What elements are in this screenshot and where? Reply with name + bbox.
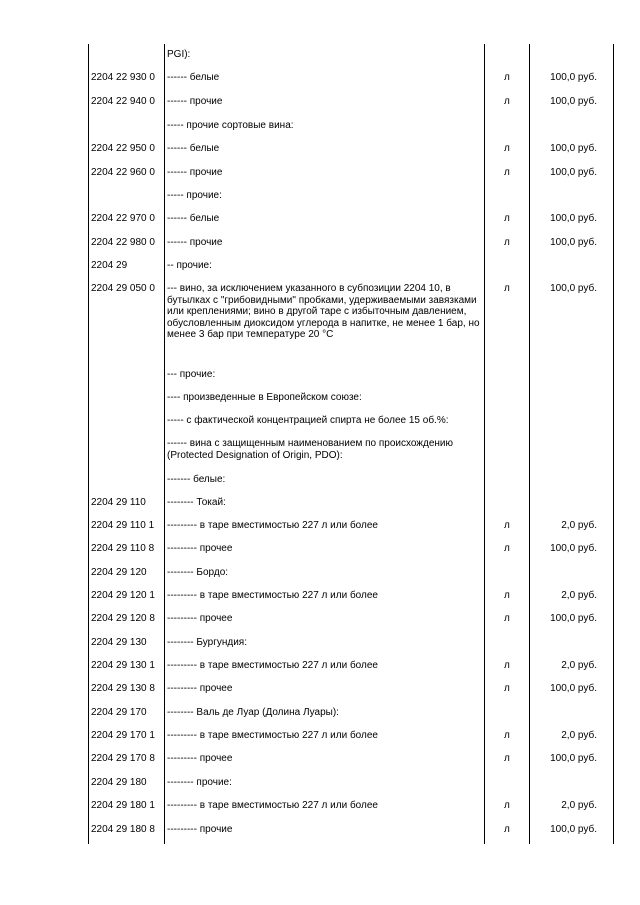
code-cell: 2204 29 120 8	[91, 613, 155, 624]
unit-cell: л	[504, 520, 510, 531]
rate-cell: 100,0 руб.	[550, 237, 597, 248]
rate-cell: 2,0 руб.	[561, 730, 597, 741]
rate-cell: 100,0 руб.	[550, 543, 597, 554]
description-cell: ------ белые	[167, 143, 220, 154]
rate-cell: 2,0 руб.	[561, 800, 597, 811]
code-cell: 2204 22 980 0	[91, 237, 155, 248]
rate-cell: 100,0 руб.	[550, 683, 597, 694]
description-cell: --------- прочее	[167, 543, 233, 554]
description-cell: ----- прочие:	[167, 190, 222, 201]
column-divider-unit	[529, 44, 530, 844]
description-cell: --------- в таре вместимостью 227 л или более	[167, 590, 378, 601]
unit-cell: л	[504, 800, 510, 811]
description-cell: -------- прочие:	[167, 777, 232, 788]
code-cell: 2204 29 130 8	[91, 683, 155, 694]
description-cell: -------- Бургундия:	[167, 637, 247, 648]
code-cell: 2204 29 180 8	[91, 824, 155, 835]
unit-cell: л	[504, 143, 510, 154]
code-cell: 2204 29 180 1	[91, 800, 155, 811]
code-cell: 2204 29 050 0	[91, 283, 155, 294]
unit-cell: л	[504, 824, 510, 835]
unit-cell: л	[504, 730, 510, 741]
code-cell: 2204 29	[91, 260, 128, 271]
description-cell: --------- прочие	[167, 824, 233, 835]
code-cell: 2204 22 950 0	[91, 143, 155, 154]
description-cell: -------- Валь де Луар (Долина Луары):	[167, 707, 339, 718]
unit-cell: л	[504, 683, 510, 694]
description-cell: --------- в таре вместимостью 227 л или более	[167, 800, 378, 811]
code-cell: 2204 22 940 0	[91, 96, 155, 107]
table-border-left	[88, 44, 89, 844]
unit-cell: л	[504, 167, 510, 178]
description-cell: ------ прочие	[167, 237, 223, 248]
description-cell: ------ белые	[167, 213, 220, 224]
rate-cell: 100,0 руб.	[550, 167, 597, 178]
code-cell: 2204 29 110	[91, 497, 146, 508]
rate-cell: 2,0 руб.	[561, 590, 597, 601]
unit-cell: л	[504, 613, 510, 624]
rate-cell: 100,0 руб.	[550, 283, 597, 294]
rate-cell: 100,0 руб.	[550, 213, 597, 224]
description-cell: ----- с фактической концентрацией спирта не более 15 об.%:	[167, 415, 449, 426]
description-cell: --- вино, за исключением указанного в субпозиции 2204 10, в бутылках с "грибовидными" пробками, удерживаемыми завязками или креплениями; вино в другой таре с избыточным давлением, обусловленным диоксидом углерода в напитке, не менее 1 бар, но менее 3 бар при температуре 20 °С	[167, 283, 480, 341]
rate-cell: 100,0 руб.	[550, 753, 597, 764]
description-cell: --------- прочее	[167, 613, 233, 624]
code-cell: 2204 29 180	[91, 777, 147, 788]
description-cell: ----- прочие сортовые вина:	[167, 120, 294, 131]
code-cell: 2204 29 110 1	[91, 520, 155, 531]
code-cell: 2204 29 170 1	[91, 730, 155, 741]
description-cell: ------ прочие	[167, 167, 223, 178]
unit-cell: л	[504, 590, 510, 601]
code-cell: 2204 29 170	[91, 707, 147, 718]
code-cell: 2204 22 960 0	[91, 167, 155, 178]
column-divider-code	[164, 44, 165, 844]
rate-cell: 100,0 руб.	[550, 143, 597, 154]
code-cell: 2204 29 130	[91, 637, 147, 648]
unit-cell: л	[504, 283, 510, 294]
description-cell: -------- Токай:	[167, 497, 226, 508]
description-cell: --- прочие:	[167, 369, 216, 380]
description-cell: ------ вина с защищенным наименованием по происхождению (Protected Designation of Origin, PDO):	[167, 438, 454, 461]
code-cell: 2204 29 110 8	[91, 543, 155, 554]
description-cell: --------- прочее	[167, 683, 233, 694]
description-cell: --------- в таре вместимостью 227 л или более	[167, 730, 378, 741]
description-cell: ------- белые:	[167, 474, 226, 485]
description-cell: --------- прочее	[167, 753, 233, 764]
description-cell: ------ прочие	[167, 96, 223, 107]
unit-cell: л	[504, 72, 510, 83]
description-cell: PGI):	[167, 49, 191, 60]
code-cell: 2204 29 120 1	[91, 590, 155, 601]
unit-cell: л	[504, 96, 510, 107]
code-cell: 2204 29 130 1	[91, 660, 155, 671]
unit-cell: л	[504, 543, 510, 554]
description-cell: --------- в таре вместимостью 227 л или более	[167, 520, 378, 531]
description-cell: -- прочие:	[167, 260, 212, 271]
unit-cell: л	[504, 237, 510, 248]
rate-cell: 100,0 руб.	[550, 72, 597, 83]
description-cell: -------- Бордо:	[167, 567, 229, 578]
description-cell: --------- в таре вместимостью 227 л или более	[167, 660, 378, 671]
rate-cell: 2,0 руб.	[561, 660, 597, 671]
description-cell: ---- произведенные в Европейском союзе:	[167, 392, 362, 403]
table-border-right	[613, 44, 614, 844]
rate-cell: 2,0 руб.	[561, 520, 597, 531]
unit-cell: л	[504, 660, 510, 671]
unit-cell: л	[504, 753, 510, 764]
code-cell: 2204 29 120	[91, 567, 147, 578]
code-cell: 2204 29 170 8	[91, 753, 155, 764]
code-cell: 2204 22 970 0	[91, 213, 155, 224]
code-cell: 2204 22 930 0	[91, 72, 155, 83]
description-cell: ------ белые	[167, 72, 220, 83]
rate-cell: 100,0 руб.	[550, 613, 597, 624]
rate-cell: 100,0 руб.	[550, 96, 597, 107]
rate-cell: 100,0 руб.	[550, 824, 597, 835]
unit-cell: л	[504, 213, 510, 224]
